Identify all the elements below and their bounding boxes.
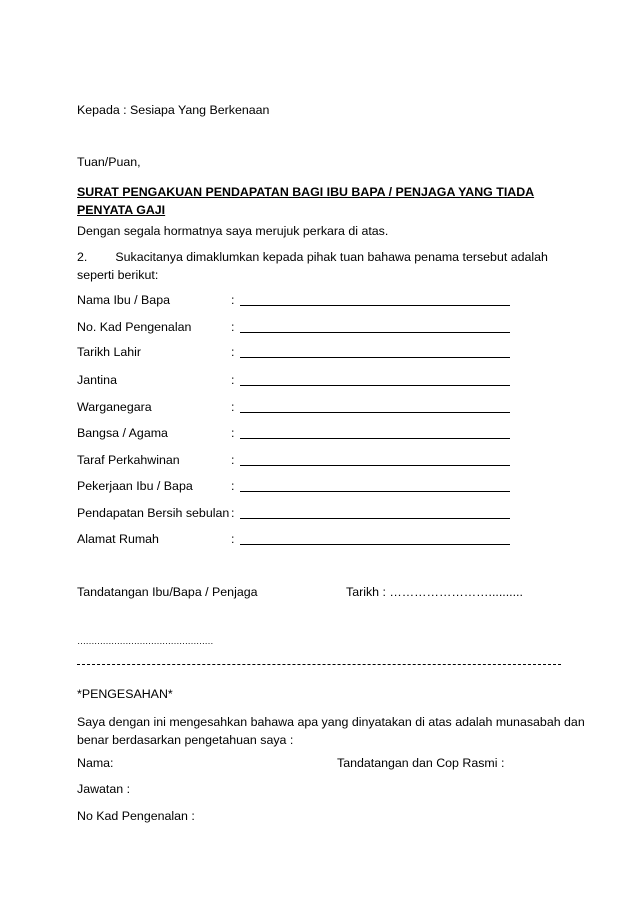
field-colon: : bbox=[231, 293, 235, 307]
fill-in-line[interactable] bbox=[240, 305, 510, 306]
field-colon: : bbox=[231, 532, 235, 546]
stamp-label: Tandatangan dan Cop Rasmi : bbox=[337, 756, 505, 770]
field-colon: : bbox=[231, 373, 235, 387]
fill-in-line[interactable] bbox=[240, 438, 510, 439]
signature-dotted-line[interactable]: ………………………………………… bbox=[77, 636, 213, 646]
field-label: Warganegara bbox=[77, 400, 152, 414]
field-label: Alamat Rumah bbox=[77, 532, 159, 546]
subject-heading bbox=[77, 183, 534, 219]
field-colon: : bbox=[231, 506, 235, 520]
field-colon: : bbox=[231, 426, 235, 440]
field-colon: : bbox=[231, 400, 235, 414]
field-colon: : bbox=[231, 453, 235, 467]
field-label: Pendapatan Bersih sebulan bbox=[77, 506, 230, 520]
paragraph-2 bbox=[77, 248, 548, 284]
ic-label: No Kad Pengenalan : bbox=[77, 809, 195, 823]
intro-paragraph: Dengan segala hormatnya saya merujuk perkara di atas. bbox=[77, 224, 389, 238]
fill-in-line[interactable] bbox=[240, 357, 510, 358]
name-label: Nama: bbox=[77, 756, 114, 770]
paragraph-number: 2. bbox=[77, 250, 88, 264]
subject-line-2: PENYATA GAJI bbox=[77, 203, 166, 217]
fill-in-line[interactable] bbox=[240, 465, 510, 466]
field-label: Taraf Perkahwinan bbox=[77, 453, 180, 467]
field-label: Pekerjaan Ibu / Bapa bbox=[77, 479, 193, 493]
fill-in-line[interactable] bbox=[240, 412, 510, 413]
field-label: Bangsa / Agama bbox=[77, 426, 168, 440]
field-label: Jantina bbox=[77, 373, 117, 387]
paragraph-2-line-2: seperti berikut: bbox=[77, 268, 159, 282]
position-label: Jawatan : bbox=[77, 782, 131, 796]
signature-label: Tandatangan Ibu/Bapa / Penjaga bbox=[77, 585, 258, 599]
section-divider bbox=[77, 664, 561, 665]
fill-in-line[interactable] bbox=[240, 544, 510, 545]
field-colon: : bbox=[231, 320, 235, 334]
fill-in-line[interactable] bbox=[240, 332, 510, 333]
fill-in-line[interactable] bbox=[240, 491, 510, 492]
endorsement-line-1: Saya dengan ini mengesahkan bahawa apa yang dinyatakan di atas adalah munasabah dan bbox=[77, 715, 585, 729]
field-colon: : bbox=[231, 479, 235, 493]
fill-in-line[interactable] bbox=[240, 518, 510, 519]
field-label: Tarikh Lahir bbox=[77, 345, 142, 359]
field-label: Nama Ibu / Bapa bbox=[77, 293, 170, 307]
salutation: Tuan/Puan, bbox=[77, 155, 141, 169]
endorsement-line-2: benar berdasarkan pengetahuan saya : bbox=[77, 733, 294, 747]
field-label: No. Kad Pengenalan bbox=[77, 320, 192, 334]
paragraph-2-line-1: Sukacitanya dimaklumkan kepada pihak tuan bahawa penama tersebut adalah bbox=[115, 250, 548, 264]
fill-in-line[interactable] bbox=[240, 385, 510, 386]
subject-line-1: SURAT PENGAKUAN PENDAPATAN BAGI IBU BAPA / PENJAGA YANG TIADA bbox=[77, 185, 535, 199]
date-field[interactable]: Tarikh : …………………….......... bbox=[346, 585, 523, 599]
endorsement-title: *PENGESAHAN* bbox=[77, 687, 173, 701]
recipient-line: Kepada : Sesiapa Yang Berkenaan bbox=[77, 103, 270, 117]
field-colon: : bbox=[231, 345, 235, 359]
endorsement-text bbox=[77, 713, 585, 749]
